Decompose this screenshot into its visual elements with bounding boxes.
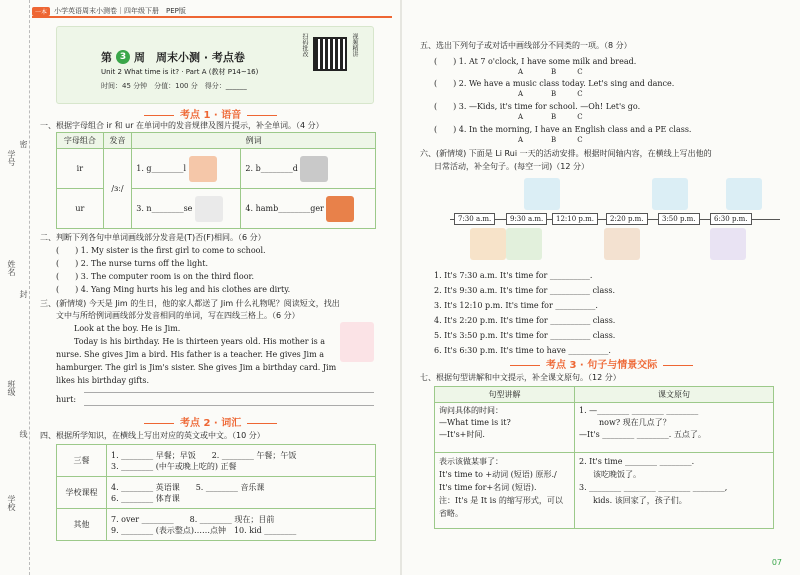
test-meta: 时间：45 分钟 分值：100 分 得分：______ [101, 82, 247, 90]
vocab-9-10[interactable]: 9. ________ (表示整点)……点钟 10. kid ________ [111, 525, 297, 535]
activity-item-4[interactable]: 4. It's 2:20 p.m. It's time for __________ class. [434, 316, 616, 325]
cat-other: 其他 [57, 509, 107, 541]
original-2 [575, 453, 774, 529]
example-hamburger [241, 189, 376, 229]
col-example: 例词 [132, 133, 376, 149]
time-3: 12:10 p.m. [552, 213, 598, 225]
series-title: 小学英语周末小测卷｜四年级下册 PEP版 [54, 7, 186, 15]
original-1-line1[interactable]: 1. —________ ________ ________ [579, 406, 699, 415]
girl-picture [189, 156, 217, 182]
vocab-3[interactable]: 3. ________ (中午或晚上吃的) 正餐 [111, 461, 237, 471]
example-word: hurt: [56, 395, 77, 404]
scene-lunch [604, 228, 640, 260]
activity-item-5[interactable]: 5. It's 3:50 p.m. It's time for __________ class. [434, 331, 616, 340]
original-1-line2: now? 现在几点了？ [599, 418, 671, 427]
choice-abc-3: A B C [518, 113, 583, 121]
scene-dinner [726, 178, 762, 210]
passage-line-3: nurse. She gives Jim a bird. His father is a teacher. He gives Jim a [56, 350, 324, 359]
vocab-7[interactable]: 7. over ________ [111, 514, 174, 524]
top-rule [32, 16, 392, 18]
page-number: 07 [771, 558, 782, 567]
nurse-picture [195, 196, 223, 222]
school-label: 学校 [7, 495, 16, 511]
judge-item-4[interactable]: ( ) 4. Yang Ming hurts his leg and his clothes are dirty. [56, 285, 291, 294]
combo-ir: ir [57, 149, 104, 189]
cat-courses: 学校课程 [57, 477, 107, 509]
key-point-3: 考点 3 · 句子与情景交际 [504, 356, 699, 371]
section-1-title: 一、根据字母组合 ir 和 ur 在单词中的发音规律及图片提示，补全单词。（4 分） [40, 121, 324, 130]
line-label: 线 [19, 430, 28, 438]
vocab-6[interactable]: 6. ________ 体育课 [111, 493, 180, 503]
section-6-title-2: 日常活动，补全句子。(每空一词)（12 分） [434, 162, 589, 171]
series-bar [32, 6, 186, 16]
time-4: 2:20 p.m. [606, 213, 648, 225]
pattern-2-note-2: 省略。 [439, 509, 463, 518]
choice-item-3[interactable]: ( ) 3. —Kids, it's time for school. —Oh! Let's go. [434, 102, 641, 111]
choice-abc-4: A B C [518, 136, 583, 144]
pattern-2 [435, 453, 575, 529]
activity-item-3[interactable]: 3. It's 12:10 p.m. It's time for __________. [434, 301, 598, 310]
pattern-1 [435, 403, 575, 453]
original-1-line3[interactable]: —It's ________ ________. 五点了。 [579, 430, 706, 439]
section-7-title: 七、根据句型讲解和中文提示，补全课文原句。（12 分） [420, 373, 621, 382]
vocab-8[interactable]: 8. ________ 现在；目前 [189, 514, 275, 524]
word-girl[interactable]: 1. g________l [136, 163, 187, 173]
scene-music [524, 178, 560, 210]
activity-item-6[interactable]: 6. It's 6:30 p.m. It's time to have __________. [434, 346, 611, 355]
time-1: 7:30 a.m. [454, 213, 495, 225]
scene-pe [652, 178, 688, 210]
cat-meals: 三餐 [57, 445, 107, 477]
unit-info: Unit 2 What time is it? · Part A (教材 P14~16) [101, 68, 259, 76]
choice-item-4[interactable]: ( ) 4. In the morning, I have an English class and a PE class. [434, 125, 692, 134]
pattern-2-a: It's time to +动词 (短语) 原形./ [439, 470, 557, 479]
pattern-2-b: It's time for+名词 (短语). [439, 483, 537, 492]
scene-english [506, 228, 542, 260]
score-field: 得分： [204, 82, 226, 90]
courses-items [107, 477, 376, 509]
writing-lines[interactable] [84, 392, 374, 406]
section-2-title: 二、判断下列各句中单词画线部分发音是(T)否(F)相同。（6 分） [40, 233, 266, 242]
combo-ur: ur [57, 189, 104, 229]
original-3-line1[interactable]: 3. ________ ________ ________ ________, [579, 483, 728, 492]
original-1 [575, 403, 774, 453]
name-label: 姓名 [7, 260, 16, 276]
qr-label-left: 扫码批改 [301, 33, 308, 57]
sound-cell: /ɜː/ [103, 149, 132, 229]
hamburger-picture [326, 196, 354, 222]
activity-item-2[interactable]: 2. It's 9:30 a.m. It's time for __________ class. [434, 286, 615, 295]
seal-label: 密 [19, 140, 28, 148]
bind-label: 封 [19, 290, 28, 298]
binding-margin [0, 0, 30, 575]
passage-line-2: Today is his birthday. He is thirteen years old. His mother is a [74, 337, 326, 346]
section-5-title: 五、选出下列句子或对话中画线部分不同类的一项。（8 分） [420, 41, 632, 50]
judge-item-3[interactable]: ( ) 3. The computer room is on the third floor. [56, 272, 255, 281]
test-title [101, 49, 245, 65]
pattern-1-a: —It's+时间. [439, 430, 485, 439]
birthday-picture [340, 322, 374, 362]
week-number: 3 [116, 50, 130, 64]
meals-items [107, 445, 376, 477]
pattern-1-q: —What time is it? [439, 418, 511, 427]
full-score: 分值：100 分 [154, 82, 198, 90]
key-point-2: 考点 2 · 词汇 [138, 414, 283, 429]
time-6: 6:30 p.m. [710, 213, 752, 225]
word-hamburger[interactable]: 4. hamb________ger [245, 203, 324, 213]
judge-item-1[interactable]: ( ) 1. My sister is the first girl to come to school. [56, 246, 266, 255]
page-fold [400, 0, 402, 575]
week-suffix: 周 周末小测 · 考点卷 [134, 51, 245, 64]
pattern-2-note: 注：It's 是 It is 的缩写形式，可以 [439, 496, 563, 505]
section-4-title: 四、根据所学知识，在横线上写出对应的英文或中文。（10 分） [40, 431, 265, 440]
scene-bed [710, 228, 746, 260]
example-girl [132, 149, 241, 189]
judge-item-2[interactable]: ( ) 2. The nurse turns off the light. [56, 259, 209, 268]
key-point-1: 考点 1 · 语音 [138, 106, 283, 121]
series-tag: 一本 [32, 7, 50, 16]
section-3-title-2: 文中与所给例词画线部分发音相同的单词，写在四线三格上。（6 分） [56, 311, 300, 320]
time-5: 3:50 p.m. [658, 213, 700, 225]
time-limit: 时间：45 分钟 [101, 82, 148, 90]
qr-code[interactable] [313, 37, 347, 71]
choice-item-2[interactable]: ( ) 2. We have a music class today. Let's sing and dance. [434, 79, 675, 88]
word-nurse[interactable]: 3. n________se [136, 203, 193, 213]
original-2-line1[interactable]: 2. It's time ________ ________. [579, 457, 695, 466]
section-6-title: 六、(新情境) 下面是 Li Rui 一天的活动安排。根据时间轴内容，在横线上写出他的 [420, 149, 712, 158]
vocab-5[interactable]: 5. ________ 音乐课 [195, 482, 265, 492]
other-items [107, 509, 376, 541]
test-header [56, 26, 374, 104]
vocab-table [56, 444, 376, 541]
number-label: 学号 [7, 150, 16, 166]
qr-label-right: 视频精讲 [351, 33, 358, 57]
vocab-1[interactable]: 1. ________ 早餐；早饭 [111, 450, 196, 460]
choice-abc-1: A B C [518, 68, 583, 76]
scene-breakfast [470, 228, 506, 260]
section-3-title: 三、(新情境) 今天是 Jim 的生日，他的家人都送了 Jim 什么礼物呢？阅读短文，找出 [40, 299, 340, 308]
vocab-4[interactable]: 4. ________ 英语课 [111, 482, 180, 492]
bird-picture [300, 156, 328, 182]
col-original: 课文原句 [575, 387, 774, 403]
class-label: 班级 [7, 380, 16, 396]
col-combo: 字母组合 [57, 133, 104, 149]
example-bird [241, 149, 376, 189]
choice-item-1[interactable]: ( ) 1. At 7 o'clock, I have some milk and bread. [434, 57, 637, 66]
pattern-2-title: 表示该做某事了： [439, 457, 503, 466]
week-prefix: 第 [101, 51, 112, 64]
sentence-table [434, 386, 774, 529]
col-sound: 发音 [103, 133, 132, 149]
example-nurse [132, 189, 241, 229]
original-3-line2: kids. 该回家了，孩子们。 [593, 496, 687, 505]
pattern-1-title: 询问具体的时间： [439, 406, 503, 415]
passage-line-1: Look at the boy. He is Jim. [74, 324, 181, 333]
activity-item-1[interactable]: 1. It's 7:30 a.m. It's time for __________. [434, 271, 593, 280]
time-2: 9:30 a.m. [506, 213, 547, 225]
word-bird[interactable]: 2. b________d [245, 163, 298, 173]
phonics-table [56, 132, 376, 229]
original-2-line2: 该吃晚饭了。 [593, 470, 641, 479]
vocab-2[interactable]: 2. ________ 午餐；午饭 [211, 450, 297, 460]
passage-line-4: hamburger. The girl is Jim's sister. She gives Jim a birthday card. Jim [56, 363, 337, 372]
choice-abc-2: A B C [518, 90, 583, 98]
col-pattern: 句型讲解 [435, 387, 575, 403]
passage-line-5: likes his birthday gifts. [56, 376, 150, 385]
